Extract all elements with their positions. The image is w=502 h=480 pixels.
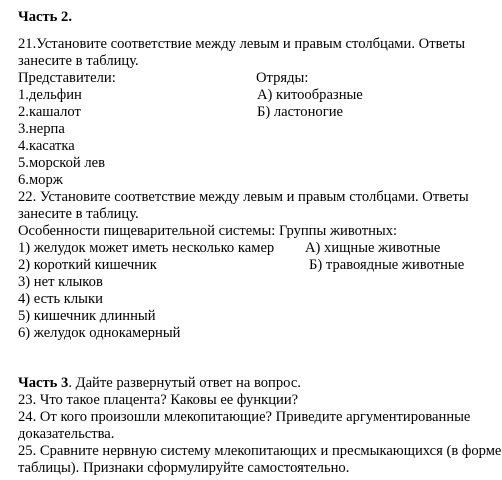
q22-left-item: 1) желудок может иметь несколько камер (18, 240, 275, 256)
q25-line1: 25. Сравните нервную систему млекопитающих и пресмыкающихся (в форме (18, 443, 502, 459)
q22-left-item: 5) кишечник длинный (18, 308, 156, 324)
q22-left-item: 2) короткий кишечник (18, 257, 157, 273)
q21-headers (18, 70, 502, 87)
q25-line2: таблицы). Признаки сформулируйте самостоятельно. (18, 460, 350, 476)
q21-line2: занесите в таблицу. (18, 53, 139, 69)
part3-intro: . Дайте развернутый ответ на вопрос. (68, 375, 301, 391)
q22-left-item: 6) желудок однокамерный (18, 325, 181, 341)
q22-left-item: 3) нет клыков (18, 274, 103, 290)
q21-line1: 21.Установите соответствие между левым и правым столбцами. Ответы (18, 36, 466, 52)
q22-right-item: А) хищные животные (305, 240, 441, 256)
q22-row (18, 257, 502, 274)
q21-right-header: Отряды: (256, 70, 309, 86)
q21-left-item: 6.морж (18, 172, 63, 188)
q21-row (18, 87, 502, 104)
q21-right-item: Б) ластоногие (257, 104, 343, 120)
q21-left-item: 5.морской лев (18, 155, 106, 171)
q21-row (18, 104, 502, 121)
q21-left-item: 3.нерпа (18, 121, 65, 137)
q21-left-item: 4.касатка (18, 138, 75, 154)
q22-left-item: 4) есть клыки (18, 291, 103, 307)
q24-line2: доказательства. (18, 426, 115, 442)
q21-left-item: 2.кашалот (18, 104, 81, 120)
part3-heading (18, 375, 502, 392)
q22-row (18, 240, 502, 257)
q22-header: Особенности пищеварительной системы: Группы животных: (18, 223, 398, 239)
q21-left-item: 1.дельфин (18, 87, 82, 103)
q21-right-item: А) китообразные (257, 87, 363, 103)
q22-line1: 22. Установите соответствие между левым и правым столбцами. Ответы (18, 189, 469, 205)
part3-title: Часть 3 (18, 375, 69, 391)
q23-text: 23. Что такое плацента? Каковы ее функции? (18, 392, 299, 408)
part2-title: Часть 2. (18, 9, 72, 25)
q22-right-item: Б) травоядные животные (309, 257, 465, 273)
q22-line2: занесите в таблицу. (18, 206, 139, 222)
q24-line1: 24. От кого произошли млекопитающие? Приведите аргументированные (18, 409, 471, 425)
document-page (18, 9, 502, 477)
q21-left-header: Представители: (18, 70, 116, 86)
